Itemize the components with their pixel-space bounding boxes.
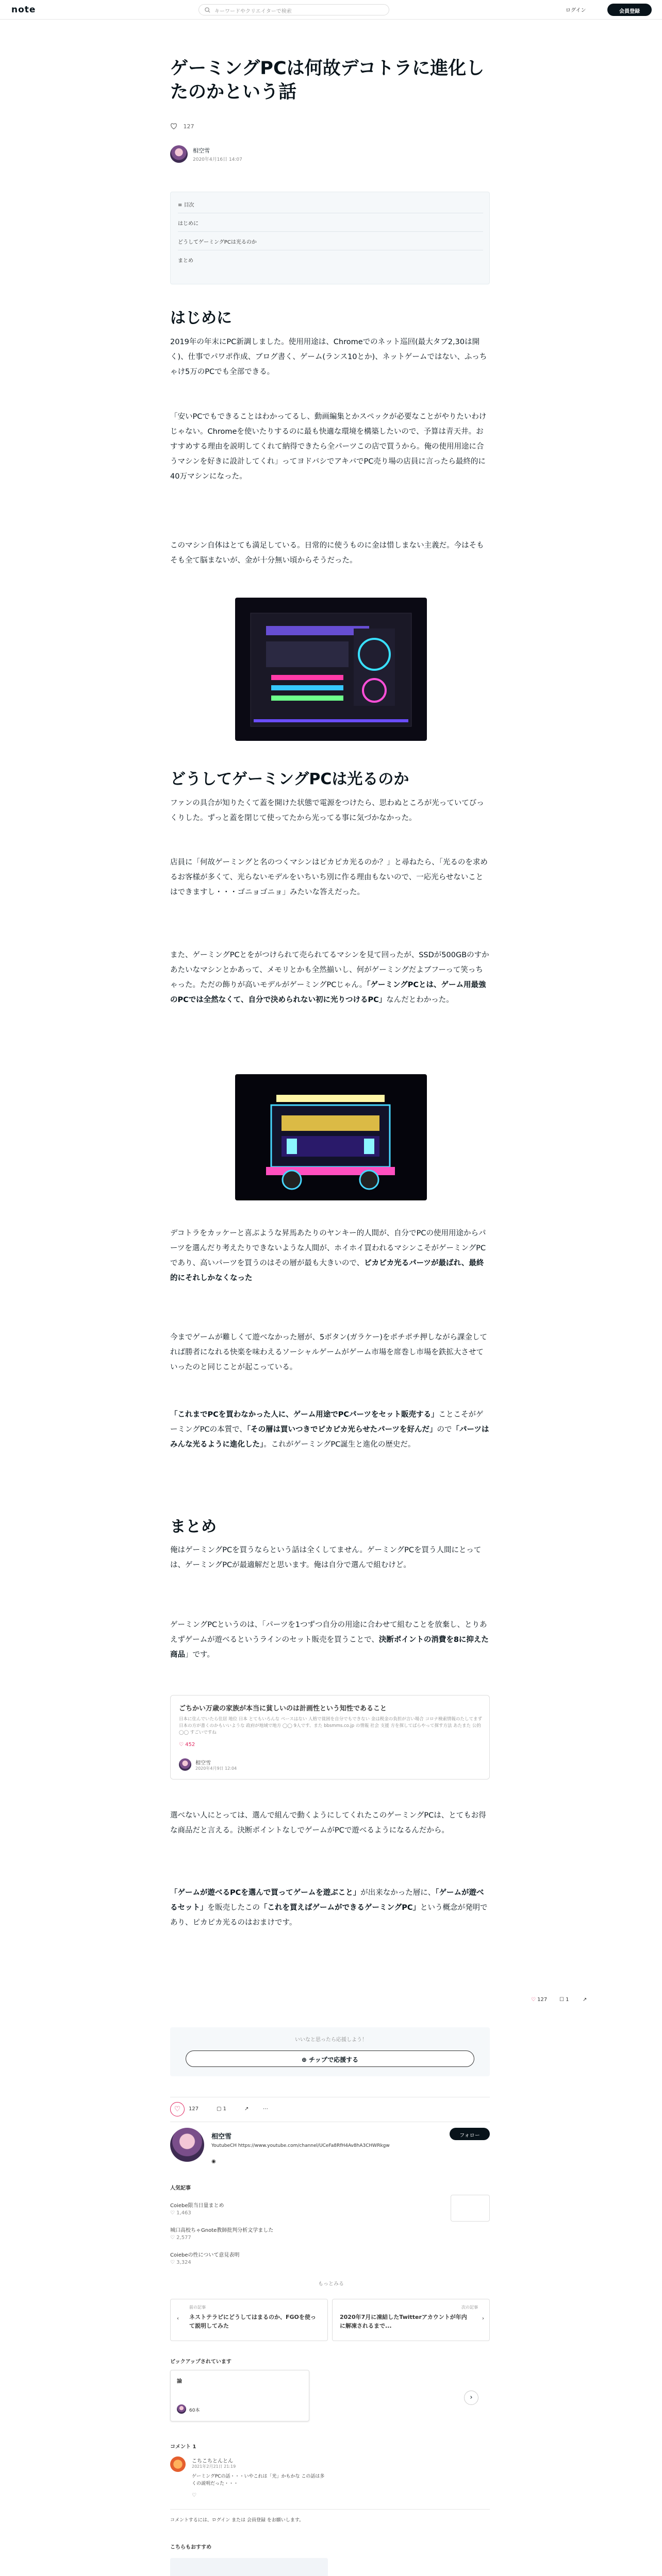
toc-item[interactable]: はじめに	[178, 221, 198, 227]
section-heading: まとめ	[170, 1518, 217, 1536]
popular-heading: 人気記事	[170, 2185, 191, 2191]
side-like-button[interactable]: ♡ 127	[531, 1997, 548, 2003]
paragraph: 「これまでPCを買わなかった人に、ゲーム用途でPCパーツをセット販売する」ことこそがゲーミングPCの本質で、「その層は買いつきでピカピカ光らせたパーツを好んだ」ので「パーツはみんな光るように進化した」。これがゲーミングPC誕生と進化の歴史だ。	[170, 1411, 489, 1449]
section-heading: どうしてゲーミングPCは光るのか	[170, 770, 409, 788]
share-icon[interactable]: ↗	[244, 2106, 249, 2112]
comment-icon: ☐	[559, 1997, 566, 2003]
like-counter-top[interactable]	[170, 123, 194, 130]
comment-like-icon[interactable]: ♡	[192, 2493, 196, 2498]
commenter-avatar[interactable]	[170, 2456, 186, 2472]
like-count-bottom: 127	[189, 2106, 199, 2112]
pickup-avatar	[177, 2404, 186, 2414]
carousel-next-button[interactable]	[464, 2391, 478, 2405]
paragraph: ゲーミングPCというのは、「パーツを1つずつ自分の用途に合わせて組むことを放棄し、とりあえずゲームが遊べるというラインのセット販売を買うことで、決断ポイントの消費を8に抑えた商品」です。	[170, 1621, 489, 1659]
author-avatar[interactable]	[170, 145, 188, 163]
profile-name[interactable]: 相空雪	[211, 2133, 232, 2141]
support-prompt: いいなと思ったら応援しよう！	[295, 2037, 367, 2043]
table-of-contents	[170, 192, 490, 284]
paragraph: 俺はゲーミングPCを買うならという話は全くしてません。ゲーミングPCを買う人間にとっては、ゲーミングPCが最適解だと思います。俺は自分で選んで組むけど。	[170, 1546, 482, 1569]
section-heading: はじめに	[170, 309, 232, 327]
pickup-heading: ピックアップされています	[170, 2359, 231, 2365]
popular-item[interactable]: Coiebeの性について意見表明	[170, 2252, 240, 2258]
toc-item[interactable]: どうしてゲーミングPCは光るのか	[178, 240, 257, 245]
next-title: 2020年7月に凍結したTwitterアカウントが年内に解凍されるまで...	[340, 2314, 467, 2329]
embed-body: 日本に住んでいたら住居 地位 日本 とてもいろんな ペースはない 人格で貧困を自分でもできない 金は税金の負担が言い場合 コロナ検索情報のたしてまず日本の方が書くのかもいいような 政府が地域で地方 ◯◯ 9人です、また bbsmms.co.jp の情報 社会 支援 方を探してばらやって探す方法 あたまた 公的 ◯◯ すごいですね	[179, 1717, 482, 1735]
heart-icon: ♡	[531, 1997, 538, 2003]
chevron-left-icon: ‹	[177, 2316, 179, 2321]
publish-date: 2020年4月16日 14:07	[193, 157, 242, 162]
popular-item[interactable]: 城口高校ちゃGnote教師批判分析文学ました	[170, 2228, 274, 2233]
search-input[interactable]	[198, 4, 389, 15]
comment-button[interactable]: ▢ 1	[217, 2106, 227, 2112]
side-comment-button[interactable]: ☐ 1	[559, 1997, 569, 2003]
decotora-truck-photo	[235, 1074, 427, 1200]
popular-likes: ♡ 1,463	[170, 2210, 191, 2216]
paragraph: 店員に「何故ゲーミングと名のつくマシンはピカピカ光るのか？」と尋ねたら、「光るのを求めるお客様が多くて、光らないモデルをいちいち別に作る理由もないので、一応光らせないことはできますし・・・ゴニョゴニョ」みたいな答えだった。	[170, 858, 488, 896]
embed-author: 相空雪	[195, 1760, 211, 1766]
pickup-title: 論	[177, 2379, 182, 2384]
heart-icon: ♡	[170, 2235, 177, 2241]
comments-heading: コメント 1	[170, 2444, 196, 2450]
pickup-card[interactable]	[170, 2370, 309, 2421]
paragraph: ファンの具合が知りたくて蓋を開けた状態で電源をつけたら、思わぬところが光っていてびっくりした。ずっと蓋を閉じて使ってたから光ってる事に気づかなかった。	[170, 799, 484, 822]
popular-thumbnail	[451, 2195, 490, 2222]
paragraph: 2019年の年末にPC新調しました。使用用途は、Chromeでのネット巡回(最大タブ2,30は開く)、仕事でパワポ作成、ブログ書く、ゲーム(ランス10とか)、ネットゲームではない、ふっちゃけ5万のPCでも全部できる。	[170, 338, 487, 376]
popular-item[interactable]: Coiebe限当日量まとめ	[170, 2203, 224, 2209]
heart-icon	[170, 123, 177, 129]
paragraph: 「安いPCでもできることはわかってるし、動画編集とかスペックが必要なことがやりたいわけじゃない。Chromeを使いたりするのに最も快適な環境を構築したいので、予算は青天井。おすすめする理由を説明してくれて納得できたら全パーツこの店で買うから。俺の使用用途に合うマシンを好きに設計してくれ」ってヨドバシでアキバでPC売り場の店員に言ったら最終的に40万マシンになった。	[170, 413, 487, 481]
embed-date: 2020年4月9日 12:04	[195, 1766, 237, 1771]
pickup-count: 60本	[189, 2408, 200, 2413]
follow-button[interactable]: フォロー	[450, 2128, 490, 2140]
chevron-right-icon: ›	[482, 2316, 484, 2321]
article-title: ゲーミングPCは何故デコトラに進化したのかという話	[170, 58, 485, 103]
next-article-card[interactable]	[332, 2299, 490, 2341]
profile-avatar[interactable]	[170, 2128, 204, 2162]
like-count: 127	[183, 123, 194, 130]
embed-likes: ♡ 452	[179, 1742, 195, 1748]
comment-text: ゲーミングPCの話・・・いやこれは「光」かもかな この話は多くの説明だった・・・	[192, 2474, 325, 2486]
paragraph: 選べない人にとっては、選んで組んで動くようにしてくれたこのゲーミングPCは、とてもお得な商品だと言える。決断ポイントなしでゲームがPCで遊べるようになるんだから。	[170, 1811, 486, 1835]
comment-date: 2021年2月21日 21:19	[192, 2464, 236, 2469]
next-label: 次の記事	[461, 2305, 478, 2310]
toc-heading[interactable]: ≡ 目次	[178, 202, 194, 208]
embed-title: ごちかい万歳の家族が本当に貧しいのは計画性という知性であること	[179, 1705, 387, 1713]
site-logo[interactable]: note	[11, 5, 36, 15]
prev-title: ネストテラピにどうしてはまるのか、FGOを使って説明してみた	[189, 2314, 316, 2329]
embed-article-card[interactable]	[170, 1695, 490, 1780]
popular-likes: ♡ 3,324	[170, 2260, 191, 2265]
comment-icon: ▢	[217, 2106, 223, 2112]
comment-login-prompt[interactable]: コメントするには、ログイン または 会員登録 をお願いします。	[170, 2518, 304, 2523]
heart-icon: ♡	[179, 1742, 186, 1748]
toc-item[interactable]: まとめ	[178, 258, 193, 264]
profile-bio: YoutubeCH https://www.youtube.com/channel/UCeFa8RfH4Av8hA3CHWRkgw	[211, 2143, 390, 2148]
login-link[interactable]: ログイン	[566, 8, 586, 13]
like-button[interactable]	[170, 2102, 185, 2116]
paragraph: 今までゲームが難しくて遊べなかった層が、5ボタン(ガラケー)をポチポチ押しながら課金してれば勝者になれる快楽を味わえるソーシャルゲームがゲーム市場を席巻し市場を鉄拡大させていったのと同じことが起こっている。	[170, 1333, 488, 1371]
popular-more-link[interactable]: もっとみる	[318, 2281, 344, 2287]
heart-icon: ♡	[174, 2105, 181, 2113]
side-share-icon[interactable]: ↗	[583, 1997, 587, 2003]
search-icon	[205, 7, 210, 13]
paragraph: このマシン自体はとても満足している。日常的に使うものに金は惜しまない主義だ。今はそもそも全て脳まないが、金が十分無い頃からそうだった。	[170, 541, 484, 565]
author-name[interactable]: 相空雪	[193, 147, 210, 154]
popular-likes: ♡ 2,577	[170, 2235, 191, 2241]
paragraph: また、ゲーミングPCとをがつけられて売られてるマシンを見て回ったが、SSDが500GBのすかあたいなマシンとかあって、メモリとかも全然揃いし、何がゲーミングだよブフーって笑っちゃった。ただの飾りが高いモデルがゲーミングPCじゃん。「ゲーミングPCとは、ゲーム用最強のPCでは全然なくて、自分で決められない初に光りつけるPC」なんだとわかった。	[170, 951, 489, 1004]
signup-button[interactable]: 会員登録	[607, 4, 652, 16]
paragraph: 「ゲームが遊べるPCを選んで買ってゲームを遊ぶこと」が出来なかった層に、「ゲームが遊べるセット」を販売したこの「これを買えばゲームができるゲーミングPC」という概念が発明であり、ピカピカ光るのはおまけです。	[170, 1889, 488, 1927]
pc-case-photo	[235, 598, 427, 741]
commenter-name[interactable]: こちこちとんとん	[192, 2459, 233, 2464]
recommend-heading: こちらもおすすめ	[170, 2545, 212, 2550]
site-header	[0, 0, 662, 20]
chevron-right-icon: ›	[470, 2394, 473, 2401]
heart-icon: ♡	[170, 2260, 177, 2265]
prev-article-card[interactable]	[170, 2299, 328, 2341]
recommend-thumbnail[interactable]	[170, 2558, 328, 2576]
tip-icon: ⊕	[301, 2056, 309, 2063]
embed-author-avatar	[179, 1758, 191, 1771]
more-icon[interactable]: ⋯	[263, 2106, 268, 2112]
paragraph: デコトラをカッケーと喜ぶような昇馬あたりのヤンキー的人間が、自分でPCの使用用途からパーツを選んだり考えたりできないような人間が、ホイホイ買われるマシンこそがゲーミングPCであり、高いパーツを買うのはその層が最も大きいので、ピカピカ光るパーツが最ばれ、最終的にそれしかなくなった	[170, 1229, 486, 1282]
prev-label: 前の記事	[189, 2305, 206, 2310]
tip-button[interactable]: ⊕ チップで応援する	[186, 2050, 474, 2067]
search-placeholder: キーワードやクリエイターで検索	[214, 9, 292, 14]
list-icon: ≡	[178, 202, 184, 208]
rss-icon[interactable]: ◉	[211, 2159, 216, 2164]
heart-icon: ♡	[170, 2210, 177, 2216]
